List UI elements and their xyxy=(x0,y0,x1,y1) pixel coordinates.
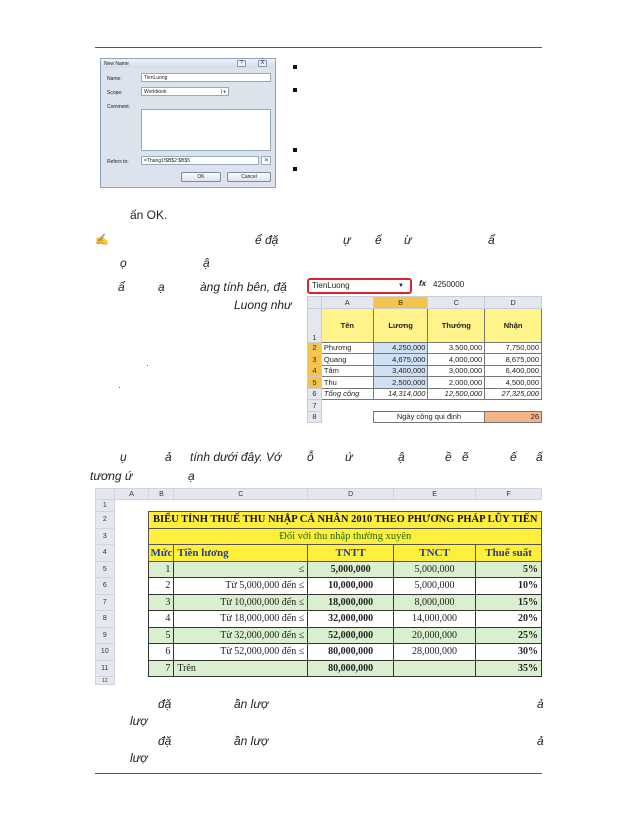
cell[interactable]: 2,500,000 xyxy=(373,377,428,389)
table-row xyxy=(96,644,542,661)
row-header[interactable]: 1 xyxy=(308,308,322,342)
table-row xyxy=(96,578,542,595)
cell[interactable]: 30% xyxy=(476,644,542,661)
cancel-button[interactable]: Cancel xyxy=(227,172,271,182)
text-fragment: đặ xyxy=(158,697,172,711)
text-fragment: ề xyxy=(445,450,452,464)
text-fragment: ụ xyxy=(120,450,127,464)
row-header[interactable]: 7 xyxy=(308,400,322,412)
corner-cell[interactable] xyxy=(96,489,115,500)
tax-table-title[interactable]: BIỂU TÍNH THUẾ THU NHẬP CÁ NHÂN 2010 THEO PHƯƠNG PHÁP LŨY TIẾN xyxy=(149,512,542,529)
cell[interactable]: Từ 18,000,000 đến ≤ xyxy=(174,611,308,628)
cell[interactable]: Tâm xyxy=(321,365,373,377)
scope-value: Workbook xyxy=(144,89,167,95)
text-fragment: · xyxy=(118,383,121,392)
cell[interactable]: 26 xyxy=(485,411,542,423)
text-fragment: ọ xyxy=(120,256,127,270)
table-row xyxy=(96,594,542,611)
cell[interactable]: Trên xyxy=(174,660,308,677)
cell[interactable]: Tổng cộng xyxy=(321,388,373,400)
text-fragment: àng tính bên, đặ xyxy=(200,280,287,294)
cell[interactable]: 35% xyxy=(476,660,542,677)
sheet2-grid xyxy=(95,488,542,685)
cell[interactable]: 2 xyxy=(149,578,174,595)
range-picker-icon[interactable]: ⇲ xyxy=(261,156,271,165)
cell[interactable]: 80,000,000 xyxy=(308,660,394,677)
refers-to-field[interactable]: =Thang1!$B$2:$B$5 xyxy=(141,156,259,165)
cell[interactable]: 3 xyxy=(149,594,174,611)
row-header[interactable]: 11 xyxy=(96,660,115,677)
bottom-rule xyxy=(95,773,542,774)
top-rule xyxy=(95,47,542,48)
text-fragment: tương ứ xyxy=(90,469,133,483)
refers-to-label: Refers to: xyxy=(107,159,129,165)
bullet-marker xyxy=(293,65,297,69)
name-field[interactable]: TienLuong xyxy=(141,73,271,82)
cell[interactable]: 4 xyxy=(149,611,174,628)
cell[interactable]: 20,000,000 xyxy=(394,627,476,644)
row-header[interactable]: 5 xyxy=(96,561,115,578)
row-header[interactable]: 6 xyxy=(96,578,115,595)
table-row xyxy=(308,377,542,389)
text-fragment: ạ xyxy=(188,469,195,483)
excel-sheet-tax-table xyxy=(95,488,542,684)
bullet-marker xyxy=(293,167,297,171)
name-box-value: TienLuong xyxy=(312,281,350,290)
col-header[interactable]: C xyxy=(174,489,308,500)
text-fragment: ậ xyxy=(398,450,405,464)
col-header[interactable]: C xyxy=(428,297,485,309)
cell[interactable] xyxy=(394,660,476,677)
text-fragment: ả xyxy=(537,697,544,711)
text-fragment: ạ xyxy=(158,280,165,294)
header-cell[interactable]: TNTT xyxy=(308,545,394,562)
text-fragment: ỗ xyxy=(307,450,314,464)
cell[interactable]: 4,000,000 xyxy=(428,354,485,366)
cell[interactable]: 4,675,000 xyxy=(373,354,428,366)
text-fragment: ể đặ xyxy=(255,233,279,247)
col-header[interactable]: B xyxy=(149,489,174,500)
cell[interactable]: 3,400,000 xyxy=(373,365,428,377)
text-fragment: ần lượ xyxy=(234,697,269,711)
text-fragment: lượ xyxy=(130,714,148,728)
cell[interactable]: 7,750,000 xyxy=(485,342,542,354)
cell[interactable]: 14,000,000 xyxy=(394,611,476,628)
cell[interactable]: 25% xyxy=(476,627,542,644)
text-fragment: ẽ xyxy=(462,450,469,464)
text-fragment: ấ xyxy=(536,450,543,464)
table-row xyxy=(96,627,542,644)
cell[interactable]: Từ 52,000,000 đến ≤ xyxy=(174,644,308,661)
cell[interactable]: 7 xyxy=(149,660,174,677)
table-row xyxy=(96,660,542,677)
cell[interactable]: 2,000,000 xyxy=(428,377,485,389)
corner-cell[interactable] xyxy=(308,297,322,309)
chevron-down-icon: ▼ xyxy=(222,89,227,94)
cell[interactable]: Phương xyxy=(321,342,373,354)
row-header[interactable]: 5 xyxy=(308,377,322,389)
cell[interactable]: 80,000,000 xyxy=(308,644,394,661)
cell[interactable]: Từ 32,000,000 đến ≤ xyxy=(174,627,308,644)
table-row xyxy=(96,561,542,578)
cell[interactable]: Thu xyxy=(321,377,373,389)
cell[interactable]: 52,000,000 xyxy=(308,627,394,644)
col-header[interactable]: D xyxy=(485,297,542,309)
cell[interactable]: 32,000,000 xyxy=(308,611,394,628)
chevron-down-icon: ▼ xyxy=(398,283,404,289)
formula-bar[interactable]: 4250000 xyxy=(433,280,465,289)
cell[interactable]: 14,314,000 xyxy=(373,388,428,400)
cell[interactable]: Ngày công qui định xyxy=(373,411,485,423)
help-icon[interactable]: ? xyxy=(237,60,246,67)
text-fragment: Luong như xyxy=(234,298,292,312)
text-fragment: ừ xyxy=(404,233,412,247)
cell[interactable]: 18,000,000 xyxy=(308,594,394,611)
cell[interactable]: 3,000,000 xyxy=(428,365,485,377)
col-header[interactable]: A xyxy=(114,489,149,500)
header-cell[interactable]: Tên xyxy=(321,308,373,342)
table-row xyxy=(308,342,542,354)
text-fragment: ứ xyxy=(345,450,353,464)
bullet-marker xyxy=(293,88,297,92)
header-cell[interactable]: Mức xyxy=(149,545,174,562)
name-box[interactable] xyxy=(307,278,412,294)
cell[interactable]: 12,500,000 xyxy=(428,388,485,400)
col-header[interactable]: B xyxy=(373,297,428,309)
cell[interactable]: 6,400,000 xyxy=(485,365,542,377)
row-header[interactable]: 8 xyxy=(308,411,322,423)
cell[interactable]: 8,675,000 xyxy=(485,354,542,366)
table-row xyxy=(308,411,542,423)
cell[interactable]: 5% xyxy=(476,561,542,578)
table-row xyxy=(308,388,542,400)
text-fragment: ự xyxy=(343,233,351,247)
dialog-titlebar xyxy=(101,59,275,68)
cell[interactable]: 6 xyxy=(149,644,174,661)
row-header[interactable]: 6 xyxy=(308,388,322,400)
text-fragment: ả xyxy=(537,734,544,748)
text-fragment: · xyxy=(146,361,149,370)
text-fragment: ế xyxy=(375,233,382,247)
col-header[interactable]: A xyxy=(321,297,373,309)
scope-select[interactable] xyxy=(141,87,229,96)
text-fragment: ậ xyxy=(203,256,210,270)
dialog-title: New Name xyxy=(104,61,129,67)
row-header[interactable]: 1 xyxy=(96,500,115,512)
text-fragment: lượ xyxy=(130,751,148,765)
sheet1-grid xyxy=(307,296,542,423)
row-header[interactable]: 12 xyxy=(96,677,115,685)
cell[interactable]: 4,250,000 xyxy=(373,342,428,354)
text-fragment: đặ xyxy=(158,734,172,748)
row-header[interactable]: 2 xyxy=(308,342,322,354)
excel-sheet-salary xyxy=(307,278,542,440)
cell[interactable]: 4,500,000 xyxy=(485,377,542,389)
header-cell[interactable]: Thưởng xyxy=(428,308,485,342)
scope-label: Scope: xyxy=(107,90,123,96)
row-header[interactable]: 8 xyxy=(96,611,115,628)
col-header[interactable]: D xyxy=(308,489,394,500)
name-label: Name: xyxy=(107,76,122,82)
cell[interactable]: 8,000,000 xyxy=(394,594,476,611)
header-cell[interactable]: Lương xyxy=(373,308,428,342)
cell[interactable]: 20% xyxy=(476,611,542,628)
cell[interactable]: 28,000,000 xyxy=(394,644,476,661)
row-header[interactable]: 4 xyxy=(308,365,322,377)
header-cell[interactable]: TNCT xyxy=(394,545,476,562)
text-fragment: ần lượ xyxy=(234,734,269,748)
cell[interactable]: Quang xyxy=(321,354,373,366)
cell[interactable]: Từ 10,000,000 đến ≤ xyxy=(174,594,308,611)
row-header[interactable]: 3 xyxy=(96,528,115,545)
cell[interactable]: 5 xyxy=(149,627,174,644)
row-header[interactable]: 10 xyxy=(96,644,115,661)
table-row xyxy=(308,365,542,377)
row-header[interactable]: 3 xyxy=(308,354,322,366)
row-header[interactable]: 9 xyxy=(96,627,115,644)
col-header[interactable]: E xyxy=(394,489,476,500)
text-fragment: ế xyxy=(510,450,517,464)
cell[interactable]: 5,000,000 xyxy=(308,561,394,578)
cell[interactable]: Từ 5,000,000 đến ≤ xyxy=(174,578,308,595)
bullet-marker xyxy=(293,148,297,152)
cell[interactable]: 27,325,000 xyxy=(485,388,542,400)
cell[interactable]: 10,000,000 xyxy=(308,578,394,595)
cell[interactable]: 15% xyxy=(476,594,542,611)
text-fragment: ẩ xyxy=(488,233,495,247)
text-fragment: ả xyxy=(165,450,172,464)
header-cell[interactable]: Tiền lương xyxy=(174,545,308,562)
row-header[interactable]: 2 xyxy=(96,512,115,529)
cell[interactable]: 5,000,000 xyxy=(394,578,476,595)
new-name-dialog xyxy=(100,58,276,188)
row-header[interactable]: 7 xyxy=(96,594,115,611)
table-row xyxy=(96,611,542,628)
tax-table-subtitle[interactable]: Đối với thu nhập thường xuyên xyxy=(149,528,542,545)
header-cell[interactable]: Thuế suất xyxy=(476,545,542,562)
text-line: ấn OK. xyxy=(130,208,168,222)
row-header[interactable]: 4 xyxy=(96,545,115,562)
comment-label: Comment: xyxy=(107,104,131,110)
close-icon[interactable]: X xyxy=(258,60,267,67)
col-header[interactable]: F xyxy=(476,489,542,500)
fx-icon: fx xyxy=(419,279,427,288)
cell[interactable]: 1 xyxy=(149,561,174,578)
pencil-icon: ✍ xyxy=(95,234,109,246)
cell[interactable]: ≤ xyxy=(174,561,308,578)
ok-button[interactable]: OK xyxy=(181,172,221,182)
table-row xyxy=(308,354,542,366)
cell[interactable]: 3,500,000 xyxy=(428,342,485,354)
text-fragment: tính dưới đây. Vớ xyxy=(190,450,282,464)
header-cell[interactable]: Nhận xyxy=(485,308,542,342)
cell[interactable]: 10% xyxy=(476,578,542,595)
comment-field[interactable] xyxy=(141,109,271,151)
cell[interactable]: 5,000,000 xyxy=(394,561,476,578)
text-fragment: ẩ xyxy=(118,280,125,294)
